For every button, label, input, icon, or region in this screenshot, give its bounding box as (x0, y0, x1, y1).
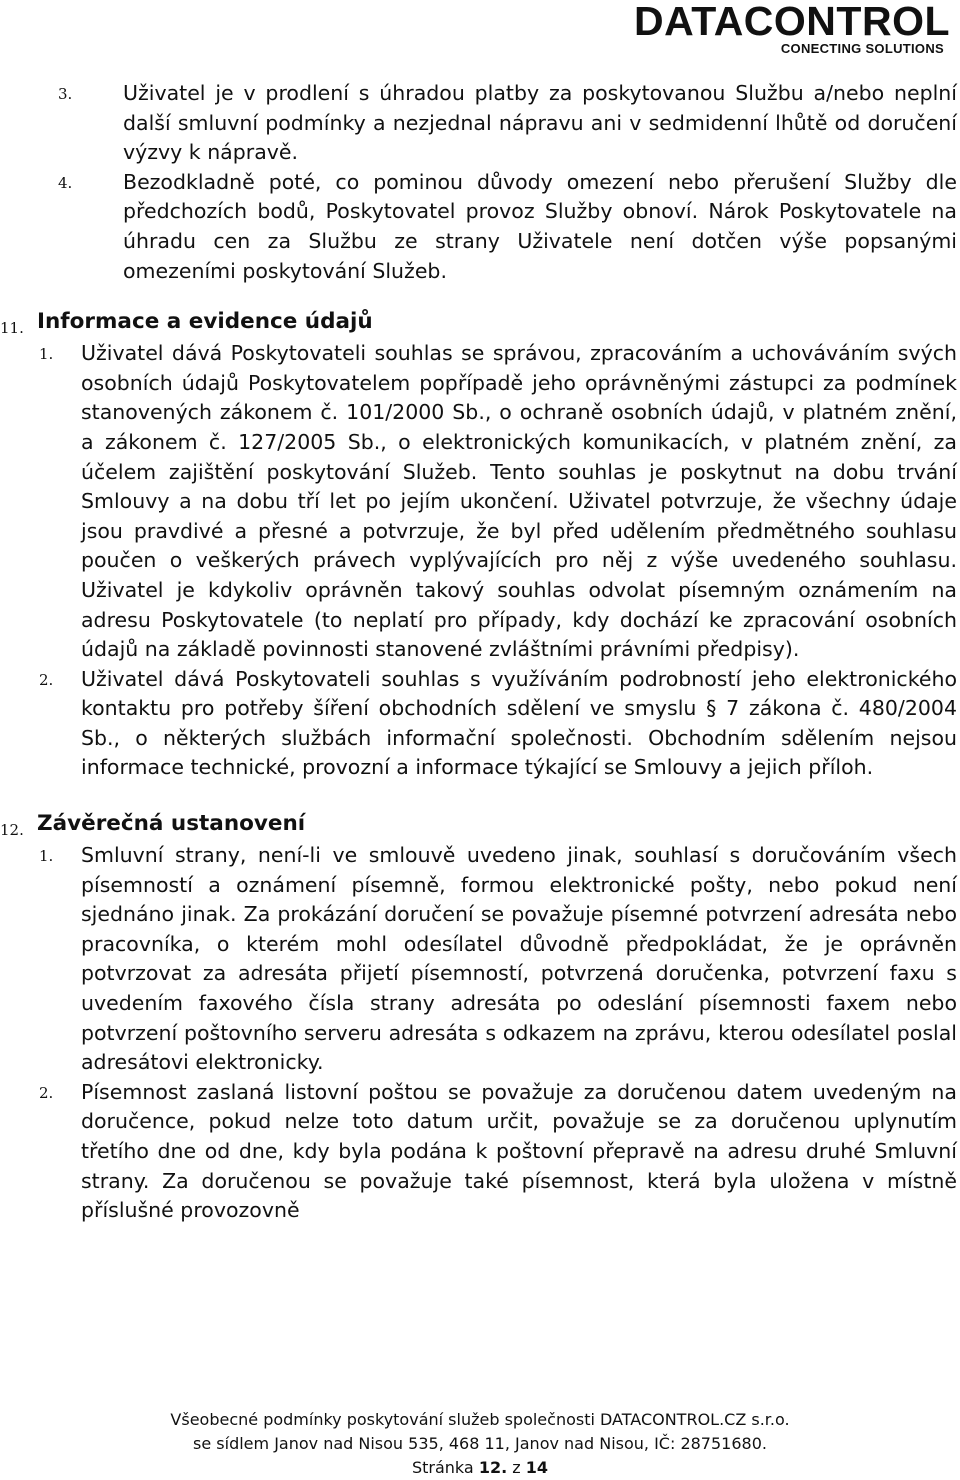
list-item (0, 168, 960, 286)
footer-line-1: Všeobecné podmínky poskytování služeb společnosti DATACONTROL.CZ s.r.o. (170, 1410, 790, 1429)
item-text: Uživatel dává Poskytovateli souhlas se správou, zpracováním a uchováváním svých osobních údajů Poskytovatelem popřípadě jeho oprávněnými zástupci za podmínek stanovených zákonem č. 101/2000 Sb., o ochraně osobních údajů, v platném znění, a zákonem č. 127/2005 Sb., o elektronických komunikacích, v platném znění, za účelem zajištění poskytování Služeb. Tento souhlas je poskytnut na dobu trvání Smlouvy a na dobu tří let po jejím ukončení. Uživatel potvrzuje, že všechny údaje jsou pravdivé a přesné a potvrzuje, že byl před udělením předmětného souhlasu poučen o veškerých právech vyplývajících pro něj z výše uvedeného souhlasu. Uživatel je kdykoliv oprávněn takový souhlas odvolat písemným oznámením na adresu Poskytovatele (to neplatí pro případy, kdy dochází ke zpracování osobních údajů na základě povinnosti stanovené zvláštními právními předpisy). (81, 341, 957, 662)
list-item (0, 1078, 960, 1226)
item-text: Uživatel je v prodlení s úhradou platby za poskytovanou Službu a/nebo neplní další smluvní podmínky a nezjednal nápravu ani v sedmidenní lhůtě od doručení výzvy k nápravě. (123, 81, 957, 165)
section-title: Informace a evidence údajů (37, 309, 373, 335)
document-body (0, 79, 960, 1226)
item-number: 2. (39, 1083, 54, 1102)
company-logo (634, 0, 950, 56)
item-number: 1. (39, 345, 54, 364)
list-item (0, 79, 960, 168)
list-item (0, 841, 960, 1078)
page-label: Stránka (411, 1458, 474, 1477)
page-footer (0, 1408, 960, 1480)
item-number: 1. (39, 847, 54, 866)
section-number: 11. (0, 319, 24, 338)
section-heading (0, 809, 960, 841)
footer-line-2: se sídlem Janov nad Nisou 535, 468 11, Janov nad Nisou, IČ: 28751680. (193, 1434, 767, 1453)
item-number: 4. (58, 173, 73, 192)
list-item (0, 665, 960, 783)
section-heading (0, 307, 960, 339)
page-total: 14 (525, 1458, 549, 1477)
section-number: 12. (0, 821, 24, 840)
item-text: Písemnost zaslaná listovní poštou se považuje za doručenou datem uvedeným na doručence, pokud nelze toto datum určit, považuje se za doručenou uplynutím třetího dne od dne, kdy byla podána k poštovní přepravě na adresu druhé Smluvní strany. Za doručenou se považuje také písemnost, která byla uložena v místně příslušné provozovně (81, 1079, 957, 1223)
item-text: Bezodkladně poté, co pominou důvody omezení nebo přerušení Služby dle předchozích bodů, Poskytovatel provoz Služby obnoví. Nárok Poskytovatele na úhradu cen za Službu ze strany Uživatele není dotčen výše popsanými omezeními poskytování Služeb. (123, 169, 957, 283)
section-title: Závěrečná ustanovení (37, 811, 306, 837)
logo-title: DATACONTROL (634, 0, 950, 44)
logo-tagline: CONECTING SOLUTIONS (780, 41, 944, 56)
page-counter (0, 1456, 960, 1480)
item-number: 2. (39, 670, 54, 689)
list-item (0, 339, 960, 665)
item-text: Uživatel dává Poskytovateli souhlas s využíváním podrobností jeho elektronického kontaktu pro potřeby šíření obchodních sdělení ve smyslu § 7 zákona č. 480/2004 Sb., o některých službách informační společnosti. Obchodním sdělením nejsou informace technické, provozní a informace týkající se Smlouvy a jejich příloh. (81, 666, 957, 780)
page-current: 12. (478, 1458, 508, 1477)
item-number: 3. (58, 85, 73, 103)
page-separator: z (512, 1458, 521, 1477)
item-text: Smluvní strany, není-li ve smlouvě uvedeno jinak, souhlasí s doručováním všech písemností a oznámení písemně, formou elektronické pošty, nebo pokud není sjednáno jinak. Za prokázání doručení se považuje písemné potvrzení adresáta nebo pracovníka, o kterém mohl odesílatel důvodně předpokládat, že je oprávněn potvrzovat za adresáta přijetí písemností, potvrzená doručenka, potvrzení faxu s uvedením faxového čísla strany adresáta po odeslání písemnosti faxem nebo potvrzení poštovního serveru adresáta s odkazem na zprávu, kterou odesílatel poslal adresátovi elektronicky. (81, 843, 957, 1075)
